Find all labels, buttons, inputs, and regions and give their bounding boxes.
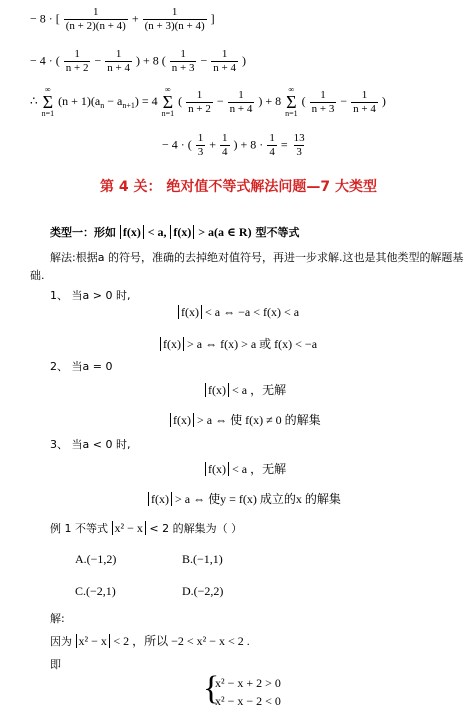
equation-text: < a ，无解 [232,462,287,476]
equation-text: < a ⇔ −a < f(x) < a [205,305,300,319]
abs-expression: f(x) [205,462,229,476]
case-equation [205,381,286,398]
summation-symbol: ∞ Σ n=1 [285,85,298,118]
option-value: (−2,2) [193,584,224,598]
subscript: n+1 [122,101,135,111]
operator: ) + 8 · [233,137,264,152]
case-label: 1、 当a > 0 时, [50,289,131,302]
option-c[interactable] [75,584,116,599]
derivation-line-4 [162,132,308,159]
abs-expression: f(x) [160,337,184,351]
option-d[interactable] [182,584,223,599]
fraction: $\frac{1}{n + 2}$ [65,48,89,74]
plus-sign: + [131,11,139,26]
fraction: $\frac{1}{n + 4}$ [213,48,236,74]
minus-sign: − [200,53,208,68]
heading-text: < a, [147,225,167,239]
coefficient: − 4 · ( [162,137,192,152]
fraction: $\frac{1}{n + 3}$ [171,48,195,74]
fraction: $\frac{1}{4}$ [269,132,275,158]
fraction: $\frac{1}{n + 4}$ [229,88,253,115]
abs-expression: f(x) [205,383,229,397]
equation-text: > a ⇔ 使y = f(x) 成立的x 的解集 [175,492,341,506]
equation-text: > a ⇔ f(x) > a 或 f(x) < −a [187,337,318,351]
heading-text: > a(a ∈ R) [198,225,252,239]
summation-symbol: ∞ Σ n=1 [161,85,175,118]
option-value: (−2,1) [86,584,116,598]
option-label: B. [182,552,194,566]
bracket: ] [210,11,215,26]
fraction: $\frac{1}{(n + 3)(n + 4)}$ [144,6,205,32]
abs-expression: x² − x [112,521,146,535]
abs-expression: f(x) [178,305,202,319]
fraction: $\frac{1}{4}$ [222,132,228,158]
system-line: x² − x − 2 < 0 [215,694,281,708]
option-a[interactable] [75,552,116,567]
equation-text: < a ，无解 [232,383,287,397]
solution-step [50,632,250,649]
plus-sign: + [209,137,217,152]
option-b[interactable] [182,552,223,567]
heading-text: 型不等式 [255,226,300,239]
abs-expression: f(x) [170,225,194,239]
brace: { [203,670,220,707]
example-question [50,520,242,536]
case-equation [170,411,321,428]
fraction: $\frac{1}{n + 4}$ [107,48,130,74]
then-label: 即 [50,658,61,671]
derivation-line-2 [30,48,246,75]
equals: = [280,137,288,152]
case-equation [205,460,286,477]
system-line: x² − x + 2 > 0 [215,676,281,690]
case-equation [148,490,341,507]
option-value: (−1,2) [86,552,117,566]
bracket: ) [241,53,246,68]
method-text-line-2: 础. [30,269,45,282]
method-text-line-1: 解法:根据a 的符号，准确的去掉绝对值符号，再进一步求解.这也是其他类型的解题基 [50,251,464,264]
section-title: 第 4 关： 绝对值不等式解法问题—7 大类型 [100,179,377,195]
solution-text: 因为 [50,635,72,648]
case-equation [178,305,299,320]
fraction: $\frac{1}{n + 4}$ [353,88,376,115]
term: (n + 1)(a [58,93,101,108]
option-label: A. [75,552,87,566]
solution-label: 解: [50,612,65,625]
coefficient: − 8 · [ [30,11,60,26]
operator: ) + 8 [258,93,282,108]
operator: ) + 8 ( [135,53,166,68]
type-heading [50,224,299,240]
case-label: 3、 当a < 0 时, [50,438,131,451]
fraction: $\frac{1}{(n + 2)(n + 4)}$ [65,6,126,32]
abs-expression: x² − x [76,634,110,648]
fraction: $\frac{1}{3}$ [197,132,204,158]
summation-symbol: ∞ Σ n=1 [41,85,55,118]
option-value: (−1,1) [193,552,223,566]
equation-text: > a ⇔ 使 f(x) ≠ 0 的解集 [197,413,321,427]
derivation-line-3: ∴ ∞ Σ n=1 $(n + 1)(a_n - a_{n+1}) = 4$ ∞ Σ n=1 ( $\frac{1}{n + 2}$ − $\frac{1}{n + 4}$ ) + 8 ∞ Σ n=1 ( $\frac{1}{n + 3}$ − $\frac{1}{n + 4}$ ) [30,85,386,118]
option-label: C. [75,584,87,598]
coefficient: − 4 · ( [30,53,60,68]
heading-text: 类型一：形如 [50,226,116,239]
abs-expression: f(x) [120,225,144,239]
question-text: < 2 的解集为（ ） [149,522,243,535]
term: − a [104,93,123,108]
equals: ) = 4 [134,93,158,108]
option-label: D. [182,584,194,598]
abs-expression: f(x) [148,492,172,506]
fraction: $\frac{13}{3}$ [293,132,305,158]
solution-text: < 2 ，所以 −2 < x² − x < 2 . [113,634,250,648]
subscript: n [100,101,105,111]
case-equation [160,335,317,352]
question-text: 例 1 不等式 [50,522,108,535]
minus-sign: − [94,53,102,68]
therefore-symbol: ∴ [30,93,38,108]
case-label: 2、 当a = 0 [50,360,113,373]
fraction: $\frac{1}{n + 3}$ [311,88,335,115]
derivation-line-1 [30,6,215,33]
fraction: $\frac{1}{n + 2}$ [188,88,211,115]
abs-expression: f(x) [170,413,194,427]
